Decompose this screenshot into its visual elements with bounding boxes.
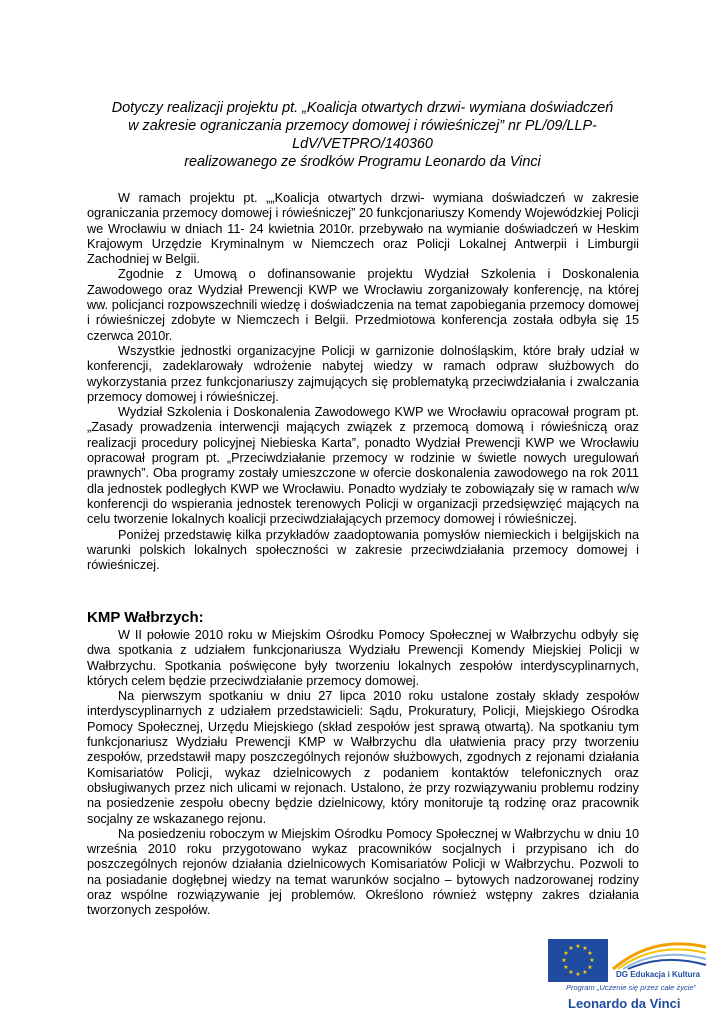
section-heading: KMP Wałbrzych: [87,609,204,626]
svg-text:★: ★ [575,943,581,950]
paragraph: Poniżej przedstawię kilka przykładów zaadoptowania pomysłów niemieckich i belgijskich na warunki polskich lokalnych społeczności w zakresie przeciwdziałania przemocy domowej i rówieśniczej. [87,527,639,573]
dg-label: DG Edukacja i Kultura [616,970,701,979]
paragraph: W ramach projektu pt. „„Koalicja otwartych drzwi- wymiana doświadczeń w zakresie ograniczania przemocy domowej i rówieśniczej” 20 funkcjonariuszy Komendy Wojewódzkiej Policji we Wrocławiu w dniach 11- 24 kwietnia 2010r. przebywało na wymianie doświadczeń w Heskim Krajowym Urzędzie Kryminalnym w Niemczech oraz Policji Lokalnej Antwerpii i Limburgii Zachodniej w Belgii. [87,191,639,267]
paragraph: Na pierwszym spotkaniu w dniu 27 lipca 2010 roku ustalone zostały składy zespołów interdyscyplinarnych z udziałem przedstawicieli: Sądu, Prokuratury, Policji, Miejskiego Ośrodka Pomocy Społecznej, Urzędu Miejskiego (skład zespołów jest sprawą otwartą). Na spotkaniu tym funkcjonariusz Wydziału Prewencji KMP w Wałbrzychu dla ułatwienia pracy przy tworzeniu zespołów, przedstawił mapy poszczególnych rejonów służbowych, zgodnych z rejonami działania Komisariatów Policji, wykaz dzielnicowych z podaniem kontaktów telefonicznych oraz obsługiwanych przez nich ulicami w rejonach. Ustalono, że przy rozwiązywaniu problemu rodziny na posiedzenie zespołu obecny będzie dzielnicowy, który monitoruje tą rodzinę oraz pracownik socjalny ze wskazanego rejonu. [87,689,639,826]
eu-flag-icon [548,939,608,982]
title-line: LdV/VETPRO/140360 [292,136,433,152]
title-line: realizowanego ze środków Programu Leonardo da Vinci [184,154,541,170]
paragraph: Wszystkie jednostki organizacyjne Policji w garnizonie dolnośląskim, które brały udział w konferencji, zadeklarowały wdrożenie nabytej wiedzy w ramach odpraw służbowych do wykorzystania przez funkcjonariuszy zajmujących się problematyką przeciwdziałania i zwalczania przemocy domowej i rówieśniczej. [87,343,639,404]
svg-text:★: ★ [589,957,595,964]
svg-text:★: ★ [568,945,574,952]
svg-text:★: ★ [575,971,581,978]
svg-text:★: ★ [587,964,593,971]
title-line: w zakresie ograniczania przemocy domowej i rówieśniczej” nr PL/09/LLP- [128,118,597,134]
paragraph: Zgodnie z Umową o dofinansowanie projektu Wydział Szkolenia i Doskonalenia Zawodowego oraz Wydział Prewencji KWP we Wrocławiu zorganizowały konferencję, na której ww. policjanci rozpowszechnili wiedzę i doświadczenia na temat zapobiegania przemocy domowej i rówieśniczej zdobyte w Niemczech i Belgii. Przedmiotowa konferencja została odbyła się 15 czerwca 2010r. [87,267,639,343]
lifelong-learning-swoosh-icon [608,933,708,973]
title-line: Dotyczy realizacji projektu pt. „Koalicja otwartych drzwi- wymiana doświadczeń [111,100,614,116]
paragraph: Wydział Szkolenia i Doskonalenia Zawodowego KWP we Wrocławiu opracował program pt. „Zasady prowadzenia interwencji mających związek z przemocą domową i rówieśniczą oraz realizacji procedury policyjnej Niebieska Karta”, ponadto Wydział Prewencji KWP we Wrocławiu opracował program pt. „Przeciwdziałanie przemocy w rodzinie w świetle nowych uregulowań prawnych”. Oba programy zostały umieszczone w ofercie doskonalenia zawodowego na rok 2011 dla jednostek podległych KWP we Wrocławiu. Ponadto wydziały te zobowiązały się w ramach w/w konferencji do wspierania jednostek terenowych Policji w organizacji przedsięwzięć mających na celu tworzenie lokalnych koalicji przeciwdziałających przemocy domowej i rówieśniczej. [87,405,639,527]
svg-text:★: ★ [561,957,567,964]
intro-section [87,191,639,573]
program-label: Program „Uczenie się przez całe życie” [566,983,697,992]
svg-text:★: ★ [563,950,569,957]
walbrzych-section [87,628,639,919]
paragraph: W II połowie 2010 roku w Miejskim Ośrodku Pomocy Społecznej w Wałbrzychu odbyły się dwa spotkania z udziałem funkcjonariusza Wydziału Prewencji Komendy Miejskiej Policji w Wałbrzychu. Spotkania poświęcone były tworzeniu lokalnych zespołów interdyscyplinarnych, których celem będzie przeciwdziałanie przemocy domowej. [87,628,639,688]
leonardo-label: Leonardo da Vinci [568,996,681,1011]
svg-text:★: ★ [582,969,588,976]
svg-text:★: ★ [563,964,569,971]
paragraph: Na posiedzeniu roboczym w Miejskim Ośrodku Pomocy Społecznej w Wałbrzychu w dniu 10 września 2010 roku przygotowano wykaz pracowników socjalnych i przypisano ich do poszczególnych rejonów działania dzielnicowych Komisariatów Policji w Wałbrzychu. Pozwoli to na posiadanie dogłębnej wiedzy na temat warunków socjalno – bytowych nadzorowanej rodziny oraz wspólne rozwiązywanie jej problemów. Określono również wstępny zakres działania tworzonych zespołów. [87,826,639,918]
svg-text:★: ★ [587,950,593,957]
svg-text:★: ★ [568,969,574,976]
leonardo-da-vinci-logo [540,933,715,1018]
document-title [100,99,625,171]
svg-text:★: ★ [582,945,588,952]
